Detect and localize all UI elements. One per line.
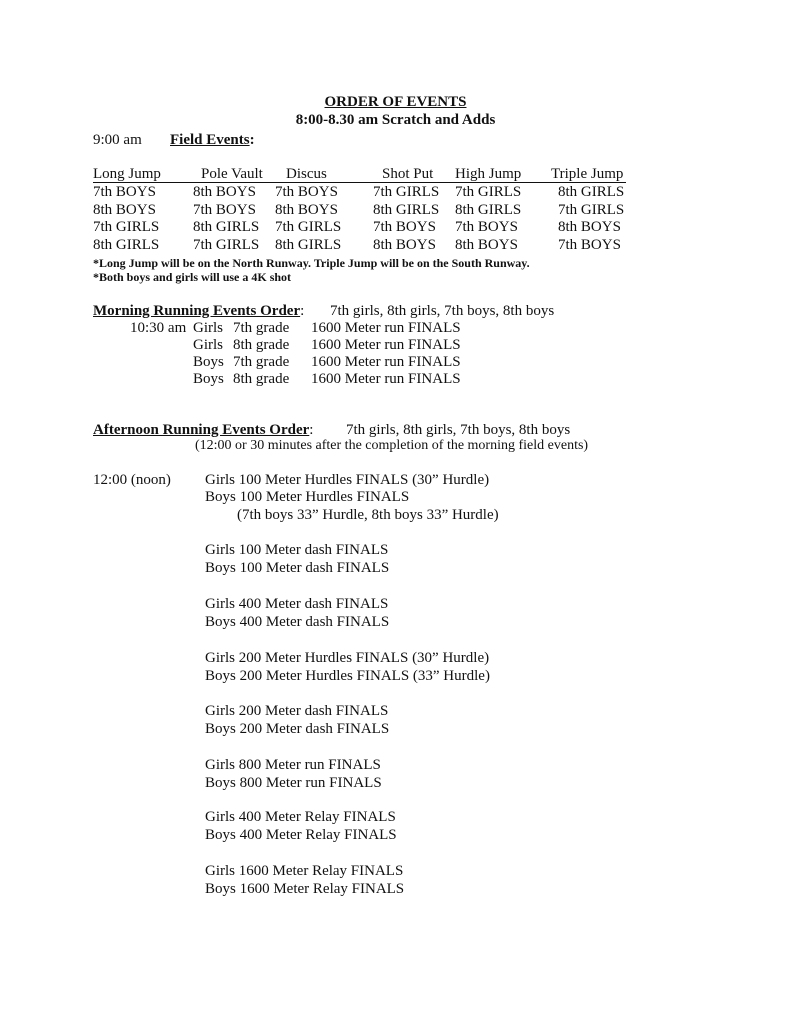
event-cell: 1600 Meter run FINALS: [311, 320, 461, 336]
event-cell: Boys: [193, 371, 224, 387]
table-cell: 7th GIRLS: [373, 184, 440, 200]
event-item: Girls 1600 Meter Relay FINALS: [205, 863, 404, 879]
table-cell: 8th GIRLS: [93, 237, 160, 253]
event-cell: 1600 Meter run FINALS: [311, 354, 461, 370]
table-cell: 7th BOYS: [558, 237, 621, 253]
event-cell: Girls: [193, 320, 223, 336]
morning-heading: [93, 302, 304, 320]
table-cell: 8th BOYS: [93, 202, 156, 218]
table-cell: 7th GIRLS: [558, 202, 625, 218]
column-header: Long Jump: [93, 166, 161, 182]
table-cell: 8th GIRLS: [455, 202, 522, 218]
event-item: Boys 400 Meter dash FINALS: [205, 614, 390, 630]
event-item: Boys 1600 Meter Relay FINALS: [205, 881, 405, 897]
table-cell: 8th BOYS: [275, 202, 338, 218]
table-cell: 8th GIRLS: [558, 184, 625, 200]
column-header: Pole Vault: [201, 166, 263, 182]
table-cell: 7th BOYS: [373, 219, 436, 235]
table-cell: 8th GIRLS: [275, 237, 342, 253]
event-cell: 1600 Meter run FINALS: [311, 371, 461, 387]
field-heading: [170, 131, 255, 149]
table-cell: 8th GIRLS: [193, 219, 260, 235]
event-cell: 8th grade: [233, 371, 290, 387]
event-item: Boys 100 Meter Hurdles FINALS: [205, 489, 410, 505]
event-cell: 1600 Meter run FINALS: [311, 337, 461, 353]
event-cell: 7th grade: [233, 354, 290, 370]
event-item: Boys 800 Meter run FINALS: [205, 775, 382, 791]
table-cell: 7th BOYS: [275, 184, 338, 200]
event-item: Girls 100 Meter dash FINALS: [205, 542, 389, 558]
colon: :: [249, 132, 255, 148]
field-header-underline: [93, 165, 626, 183]
event-item: Boys 400 Meter Relay FINALS: [205, 827, 397, 843]
colon: :: [309, 422, 314, 438]
morning-time: 10:30 am: [130, 320, 187, 336]
table-cell: 7th GIRLS: [455, 184, 522, 200]
table-cell: 7th BOYS: [193, 202, 256, 218]
event-cell: Girls: [193, 337, 223, 353]
event-item: Girls 200 Meter Hurdles FINALS (30” Hurdle): [205, 650, 490, 666]
event-item: Boys 100 Meter dash FINALS: [205, 560, 390, 576]
event-item: Girls 100 Meter Hurdles FINALS (30” Hurdle): [205, 472, 490, 488]
field-note: *Both boys and girls will use a 4K shot: [93, 270, 292, 284]
event-cell: 7th grade: [233, 320, 290, 336]
table-cell: 8th BOYS: [558, 219, 621, 235]
column-header: Shot Put: [382, 166, 434, 182]
field-time: 9:00 am: [93, 132, 142, 148]
afternoon-time: 12:00 (noon): [93, 472, 171, 488]
table-cell: 7th GIRLS: [275, 219, 342, 235]
event-item: Girls 400 Meter Relay FINALS: [205, 809, 396, 825]
event-item: (7th boys 33” Hurdle, 8th boys 33” Hurdle): [237, 507, 499, 523]
event-cell: Boys: [193, 354, 224, 370]
morning-order: 7th girls, 8th girls, 7th boys, 8th boys: [330, 303, 555, 319]
page-subtitle: 8:00-8.30 am Scratch and Adds: [295, 112, 496, 128]
page-title: ORDER OF EVENTS: [324, 94, 467, 110]
column-header: High Jump: [455, 166, 522, 182]
event-item: Girls 400 Meter dash FINALS: [205, 596, 389, 612]
event-item: Girls 200 Meter dash FINALS: [205, 703, 389, 719]
table-cell: 7th BOYS: [93, 184, 156, 200]
table-cell: 8th BOYS: [373, 237, 436, 253]
afternoon-note: (12:00 or 30 minutes after the completion of the morning field events): [195, 438, 589, 453]
table-cell: 7th GIRLS: [193, 237, 260, 253]
column-header: Triple Jump: [551, 166, 624, 182]
event-cell: 8th grade: [233, 337, 290, 353]
table-cell: 7th BOYS: [455, 219, 518, 235]
event-item: Boys 200 Meter Hurdles FINALS (33” Hurdle): [205, 668, 490, 684]
table-cell: 7th GIRLS: [93, 219, 160, 235]
table-cell: 8th BOYS: [455, 237, 518, 253]
morning-heading-text: Morning Running Events Order: [93, 303, 301, 319]
table-cell: 8th BOYS: [193, 184, 256, 200]
afternoon-heading-text: Afternoon Running Events Order: [93, 422, 310, 438]
colon: :: [300, 303, 305, 319]
field-note: *Long Jump will be on the North Runway. Triple Jump will be on the South Runway.: [93, 256, 530, 270]
table-cell: 8th GIRLS: [373, 202, 440, 218]
event-item: Boys 200 Meter dash FINALS: [205, 721, 390, 737]
afternoon-order: 7th girls, 8th girls, 7th boys, 8th boys: [346, 422, 571, 438]
field-heading-text: Field Events: [170, 132, 250, 148]
column-header: Discus: [286, 166, 327, 182]
event-item: Girls 800 Meter run FINALS: [205, 757, 381, 773]
